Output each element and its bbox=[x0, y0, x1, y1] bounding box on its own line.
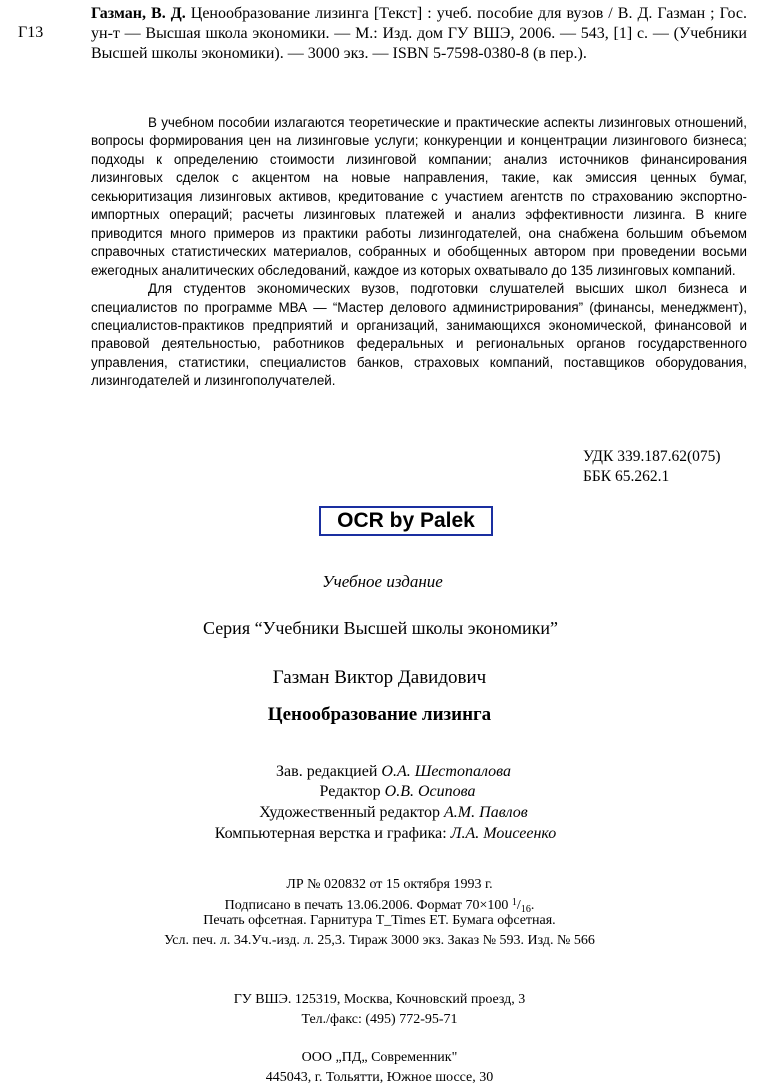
printer-name: ООО „ПД„ Современник" bbox=[301, 1050, 458, 1065]
classification-codes bbox=[583, 447, 721, 487]
printer-address: 445043, г. Тольятти, Южное шоссе, 30 bbox=[265, 1070, 494, 1085]
edition-type: Учебное издание bbox=[322, 572, 443, 591]
publisher-address: ГУ ВШЭ. 125319, Москва, Кочновский проезд, 3 bbox=[233, 992, 526, 1007]
book-title: Ценообразование лизинга bbox=[267, 704, 492, 725]
format-denominator: 16 bbox=[520, 904, 531, 915]
credit-name: Л.А. Моисеенко bbox=[450, 825, 557, 842]
credit-line bbox=[0, 803, 759, 823]
annotation bbox=[91, 114, 747, 391]
biblio-author: Газман, В. Д. bbox=[91, 5, 186, 22]
print-info-line: Печать офсетная. Гарнитура Т_Times ET. Бумага офсетная. bbox=[203, 913, 556, 928]
author-full-name: Газман Виктор Давидович bbox=[272, 667, 487, 688]
volume-line: Усл. печ. л. 34.Уч.-изд. л. 25,3. Тираж 3000 экз. Заказ № 593. Изд. № 566 bbox=[164, 933, 595, 948]
signed-text: Подписано в печать 13.06.2006. Формат 70×100 bbox=[224, 898, 512, 913]
annotation-paragraph: Для студентов экономических вузов, подготовки слушателей высших школ бизнеса и специалистов по программе МВА — “Мастер делового администрирования” (финансы, менеджмент), специалистов-практиков предприятий и организаций, занимающихся экономической, финансовой и правовой деятельностью, работников федеральных и региональных органов государственного управления, статистики, специалистов банков, страховых компаний, поставщиков оборудования, лизингодателей и лизингополучателей. bbox=[91, 281, 747, 389]
credit-name: О.В. Осипова bbox=[384, 783, 476, 800]
bbk-code: ББК 65.262.1 bbox=[583, 468, 670, 485]
bibliographic-record bbox=[91, 4, 747, 64]
credit-name: А.М. Павлов bbox=[444, 804, 528, 821]
ocr-stamp: OCR by Palek bbox=[319, 506, 493, 536]
biblio-body: Ценообразование лизинга [Текст] : учеб. пособие для вузов / В. Д. Газман ; Гос. ун-т — Высшая школа экономики. — М.: Изд. дом ГУ ВШЭ, 2006. — 543, [1] с. — (Учебники Высшей школы экономики). — 3000 экз. — ISBN 5-7598-0380-8 (в пер.). bbox=[91, 5, 747, 62]
credit-line bbox=[0, 782, 759, 802]
credit-line bbox=[0, 762, 759, 782]
credit-role: Зав. редакцией bbox=[276, 763, 378, 780]
udc-code: УДК 339.187.62(075) bbox=[583, 448, 721, 465]
annotation-paragraph: В учебном пособии излагаются теоретические и практические аспекты лизинговых отношений, вопросы формирования цен на лизинговые услуги; конкуренции и концентрации лизингового бизнеса; подходы к определению стоимости лизинговой компании; анализ источников финансирования лизинговых сделок с акцентом на новые направления, такие, как эмиссия ценных бумаг, секьюритизация лизинговых активов, кредитование с участием агентств по страхованию экспортно-импортных операций; расчеты лизинговых платежей и анализ эффективности лизинга. В книге приводится много примеров из практики работы лизингодателей, она снабжена большим объемом справочных статистических материалов, собранных и обобщенных автором при проведении восьми ежегодных аналитических обследований, каждое из которых охватывало до 135 лизинговых компаний. bbox=[91, 115, 747, 278]
license-line: ЛР № 020832 от 15 октября 1993 г. bbox=[286, 877, 493, 892]
credit-role: Компьютерная верстка и графика: bbox=[214, 825, 447, 842]
signed-suffix: . bbox=[530, 898, 535, 913]
credit-role: Художественный редактор bbox=[259, 804, 441, 821]
publisher-phone: Тел./факс: (495) 772-95-71 bbox=[301, 1012, 458, 1027]
format-numerator: 1 bbox=[511, 897, 517, 908]
credit-role: Редактор bbox=[319, 783, 381, 800]
credit-line bbox=[0, 824, 759, 844]
format-slash: / bbox=[516, 898, 521, 913]
catalog-code: Г13 bbox=[18, 24, 44, 41]
series-title: Серия “Учебники Высшей школы экономики” bbox=[202, 618, 559, 638]
credit-name: О.А. Шестопалова bbox=[381, 763, 511, 780]
